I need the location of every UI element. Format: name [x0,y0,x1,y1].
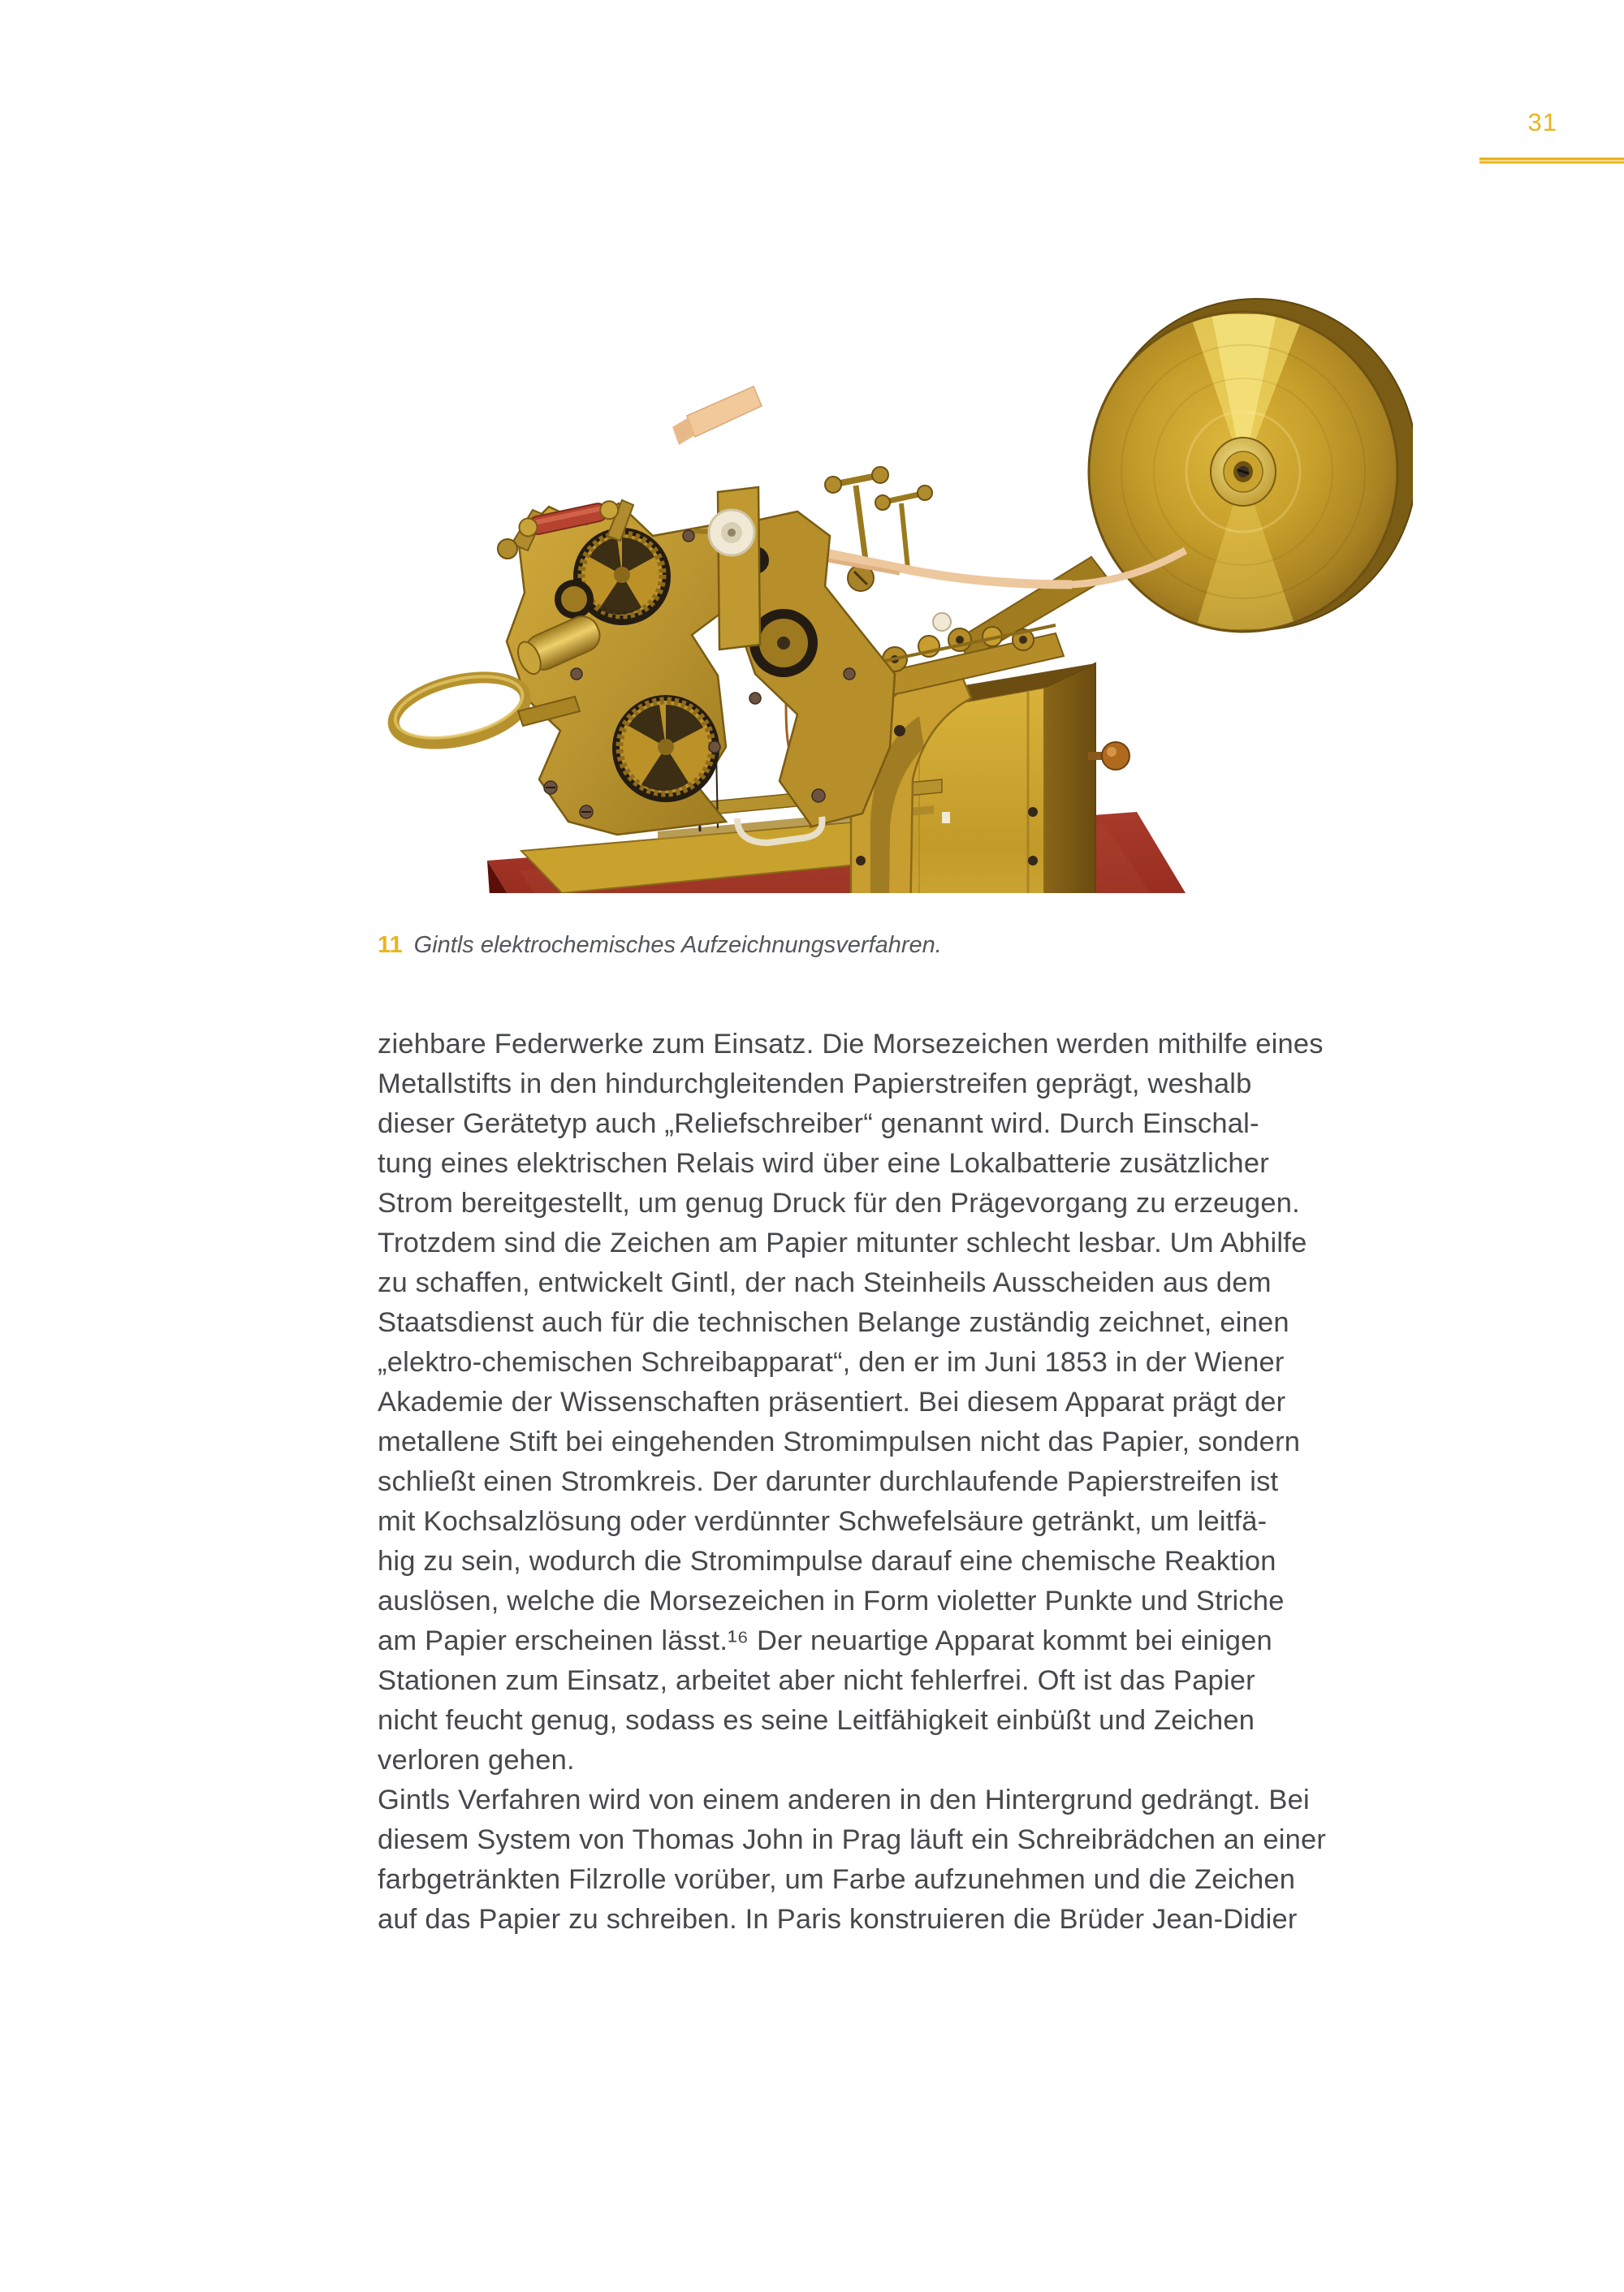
brass-disc [1089,299,1413,632]
tape-flag [687,386,762,437]
body-text-line: metallene Stift bei eingehenden Stromimpulsen nicht das Papier, sondern [378,1427,1301,1457]
body-text-line: auf das Papier zu schreiben. In Paris konstruieren die Brüder Jean-Didier [378,1904,1298,1935]
figure-number: 11 [378,932,403,958]
body-text-line: Akademie der Wissenschaften präsentiert. Bei diesem Apparat prägt der [378,1387,1286,1418]
body-text-line: Trotzdem sind die Zeichen am Papier mitunter schlecht lesbar. Um Abhilfe [378,1228,1307,1258]
clockwork-mechanism [387,487,895,843]
body-text-line: am Papier erscheinen lässt.¹⁶ Der neuartige Apparat kommt bei einigen [378,1625,1272,1656]
body-text-line: Strom bereitgestellt, um genug Druck für den Prägevorgang zu erzeugen. [378,1188,1300,1219]
body-text-line: farbgetränkten Filzrolle vorüber, um Farbe aufzunehmen und die Zeichen [378,1864,1296,1895]
adjusting-screw [825,467,888,560]
body-text-line: mit Kochsalzlösung oder verdünnter Schwefelsäure getränkt, um leitfä- [378,1506,1268,1537]
body-text-line: verloren gehen. [378,1745,575,1776]
body-text [378,1025,1449,1940]
body-text-line: hig zu sein, wodurch die Stromimpulse darauf eine chemische Reaktion [378,1546,1276,1577]
body-text-line: tung eines elektrischen Relais wird über eine Lokalbatterie zusätzlicher [378,1148,1269,1179]
body-text-line: Stationen zum Einsatz, arbeitet aber nicht fehlerfrei. Oft ist das Papier [378,1665,1255,1696]
apparatus-photo [374,292,1413,893]
brass-ring [387,665,533,754]
body-text-line: Metallstifts in den hindurchgleitenden Papierstreifen geprägt, weshalb [378,1068,1252,1099]
body-text-line: Staatsdienst auch für die technischen Belange zuständig zeichnet, einen [378,1307,1289,1338]
body-text-line: Gintls Verfahren wird von einem anderen in den Hintergrund gedrängt. Bei [378,1785,1310,1815]
figure-caption-text: Gintls elektrochemisches Aufzeichnungsverfahren. [413,932,942,958]
box-side-face [1044,663,1095,893]
body-text-line: dieser Gerätetyp auch „Reliefschreiber“ genannt wird. Durch Einschal- [378,1108,1259,1139]
body-text-line: diesem System von Thomas John in Prag läuft ein Schreibrädchen an einer [378,1824,1327,1855]
tape-spool [709,510,754,555]
body-text-line: zu schaffen, entwickelt Gintl, der nach Steinheils Ausscheiden aus dem [378,1267,1272,1298]
adjusting-screw [875,486,932,568]
header-rule [1479,158,1624,164]
body-text-line: schließt einen Stromkreis. Der darunter durchlaufende Papierstreifen ist [378,1466,1279,1497]
body-text-line: nicht feucht genug, sodass es seine Leitfähigkeit einbüßt und Zeichen [378,1705,1255,1736]
body-text-line: auslösen, welche die Morsezeichen in Form violetter Punkte und Striche [378,1586,1285,1616]
gear [620,701,712,793]
disc-hub [1211,438,1276,506]
body-text-line: ziehbare Federwerke zum Einsatz. Die Morsezeichen werden mithilfe eines [378,1029,1324,1060]
figure-caption [378,929,1271,961]
body-text-line: „elektro-chemischen Schreibapparat“, den er im Juni 1853 in der Wiener [378,1347,1285,1378]
page-number: 31 [1527,108,1557,136]
small-ivory-spool [933,613,951,631]
gear [581,534,663,615]
